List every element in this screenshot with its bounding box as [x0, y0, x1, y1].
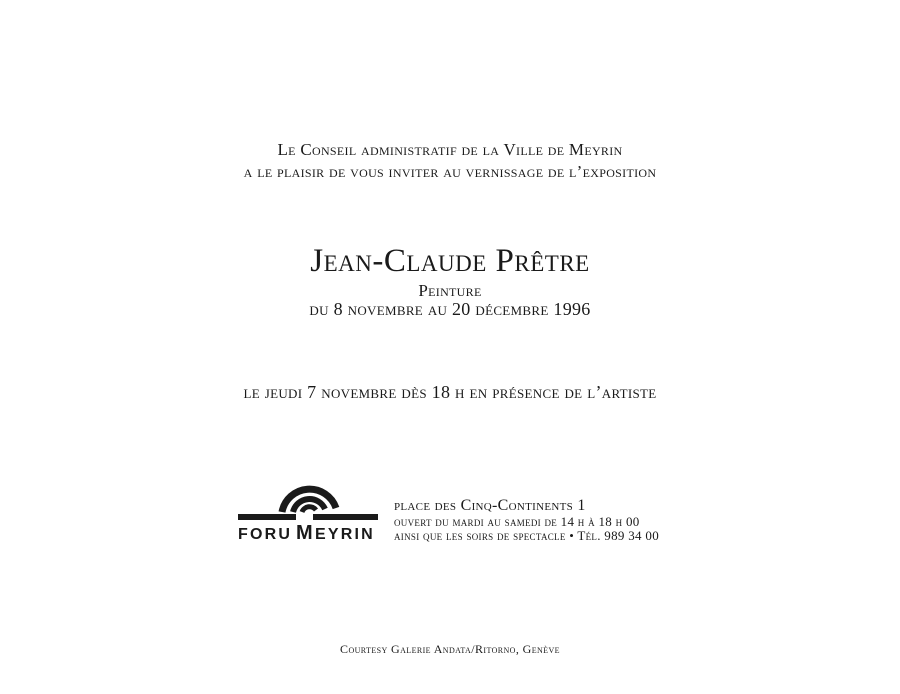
venue-info — [394, 497, 659, 543]
invitation-intro-line-1: Le Conseil administratif de la Ville de Meyrin — [277, 140, 623, 159]
logo-wordmark-right: EYRIN — [315, 526, 375, 542]
invitation-intro-line-2: a le plaisir de vous inviter au vernissage de l’exposition — [243, 162, 657, 181]
venue-address: place des Cinq-Continents 1 — [394, 497, 586, 514]
exhibition-dates: du 8 novembre au 20 décembre 1996 — [309, 299, 591, 319]
logo-bar-left — [238, 514, 296, 520]
vernissage-details: le jeudi 7 novembre dès 18 h en présence de l’artiste — [243, 382, 657, 402]
courtesy-credit: Courtesy Galerie Andata/Ritorno, Genève — [340, 642, 560, 656]
logo-wordmark-m: M — [296, 522, 313, 542]
forum-meyrin-logo — [238, 478, 378, 542]
venue-extra-info: ainsi que les soirs de spectacle • Tél. 989 34 00 — [394, 528, 659, 543]
venue-hours: ouvert du mardi au samedi de 14 h à 18 h 00 — [394, 514, 640, 529]
artist-name: Jean-Claude Prêtre — [310, 243, 590, 279]
forum-meyrin-logo-graphic — [238, 478, 378, 542]
signal-arcs-icon — [282, 489, 336, 512]
logo-wordmark-left: FORU — [238, 526, 293, 542]
exhibition-medium: Peinture — [418, 281, 482, 300]
logo-bar-right — [313, 514, 378, 520]
